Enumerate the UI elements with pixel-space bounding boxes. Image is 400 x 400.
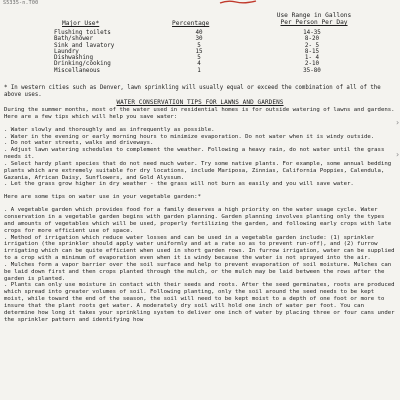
table-cell-percentage: 15: [195, 48, 203, 55]
paragraph: Here are some tips on water use in your vegetable garden:*: [4, 194, 201, 201]
table-cell-use: Sink and lavatory: [54, 42, 115, 49]
table-cell-use: Drinking/cooking: [54, 61, 111, 68]
paragraph: . Select hardy plant species that do not need much water. Try some native plants. For example, some annual bedding plants which are extremely suitable for dry locations, include Mariposa, Zinnias, California Poppies, Calendula, Gazania, African Daisy, Sunflowers, and Gold Alyssum.: [4, 160, 392, 181]
table-cell-range: 2-10: [304, 61, 320, 68]
paragraph: . Plants can only use moisture in contact with their seeds and roots. After the seed germinates, roots are produced which spread into greater volumes of soil. Following planting, only the soil around the seed needs to be kept moist, while toward the end of the season, the soil will need to be kept moist to a depth of one foot or more to insure that the plant roots get water. A moderately dry soil will hold one inch of water per foot. You can determine how long it takes your sprinkling system to deliver one inch of water by placing three or four cans under the sprinkler pattern and identifying how: [4, 282, 395, 323]
table-row: [24, 68, 384, 74]
table-header: [24, 8, 384, 30]
table-cell-range: 2- 5: [304, 42, 320, 49]
table-cell-use: Dishwashing: [54, 55, 94, 62]
red-ink-mark: [218, 0, 258, 5]
column-header-use-range: [264, 12, 364, 26]
paragraph: . Water slowly and thoroughly and as infrequently as possible.: [4, 126, 215, 133]
column-header-use-range-line2: Per Person Per Day: [280, 19, 348, 26]
paragraph: . Do not water streets, walks and driveways.: [4, 140, 154, 147]
paragraph: . Method of irrigation which reduce water losses and can be used in a vegetable garden include: (1) sprinkler irrigation (the sprinkler should apply water uniformly and at a rate so as to prevent run-off), and (2) furrow irrigating which can be quite efficient when used in short garden rows. In furrow irrigation, water can be supplied to a crop with a minimum of evaporation even when it is windy because the water is not sprayed into the air.: [4, 234, 395, 262]
table-cell-use: Bath/shower: [54, 36, 94, 43]
table-cell-range: 1- 4: [304, 55, 320, 62]
table-cell-percentage: 4: [197, 61, 201, 68]
body-text: [4, 107, 396, 323]
paragraph: . A vegetable garden which provides food for a family deserves a high priority on the water usage cycle. Water conservation in a vegetable garden begins with garden planning. Garden planning involves planting only the types and amounts of vegetables which will be used, properly fertilizing the garden, and following early crops with late crops for more efficient use of space.: [4, 207, 392, 234]
table-cell-range: 14-35: [303, 30, 321, 36]
table-cell-use: Laundry: [54, 48, 79, 55]
paragraph: . Adjust lawn watering schedules to complement the weather. Following a heavy rain, do not water until the grass needs it.: [4, 147, 385, 161]
table-cell-percentage: 1: [197, 67, 201, 74]
table-cell-percentage: 5: [197, 42, 201, 49]
paragraph: . Water in the evening or early morning hours to minimize evaporation. Do not water when it is windy outside.: [4, 133, 375, 140]
table-cell-percentage: 30: [195, 36, 203, 43]
table-cell-use: Flushing toilets: [54, 30, 111, 36]
table-cell-range: 8-15: [304, 48, 320, 55]
table-cell-use: Miscellaneous: [54, 67, 101, 74]
table-cell-percentage: 5: [197, 55, 201, 62]
paragraph: . Let the grass grow higher in dry weather - the grass will not burn as easily and you will save water.: [4, 181, 354, 188]
table-footnote: * In western cities such as Denver, lawn sprinkling will usually equal or exceed the combination of all of the above uses.: [4, 85, 381, 98]
table-body: [24, 30, 384, 74]
paragraph: . Mulches form a vapor barrier over the soil surface and help to prevent evaporation of soil moisture. Mulches can be laid down first and then crops planted through the mulch, or the mulch may be laid between the rows after the garden is planted.: [4, 261, 392, 282]
water-use-table: [24, 8, 384, 74]
column-header-use-range-line1: Use Range in Gallons: [276, 12, 352, 19]
section-heading: WATER CONSERVATION TIPS FOR LAWNS AND GARDENS: [116, 99, 284, 106]
document-reference-code: S5335-n.T00: [3, 0, 39, 6]
table-cell-percentage: 40: [195, 30, 203, 36]
paragraph: During the summer months, most of the water used in residential homes is for outside watering of lawns and gardens. Here are a few tips which will help you save water:: [4, 107, 395, 120]
page-edge-mark: ›: [395, 118, 400, 127]
column-header-percentage: Percentage: [172, 20, 210, 27]
table-cell-range: 8-20: [304, 36, 320, 43]
page-edge-mark: ›: [395, 150, 400, 159]
column-header-major-use: Major Use*: [62, 20, 100, 27]
table-cell-range: 35-80: [303, 67, 321, 74]
